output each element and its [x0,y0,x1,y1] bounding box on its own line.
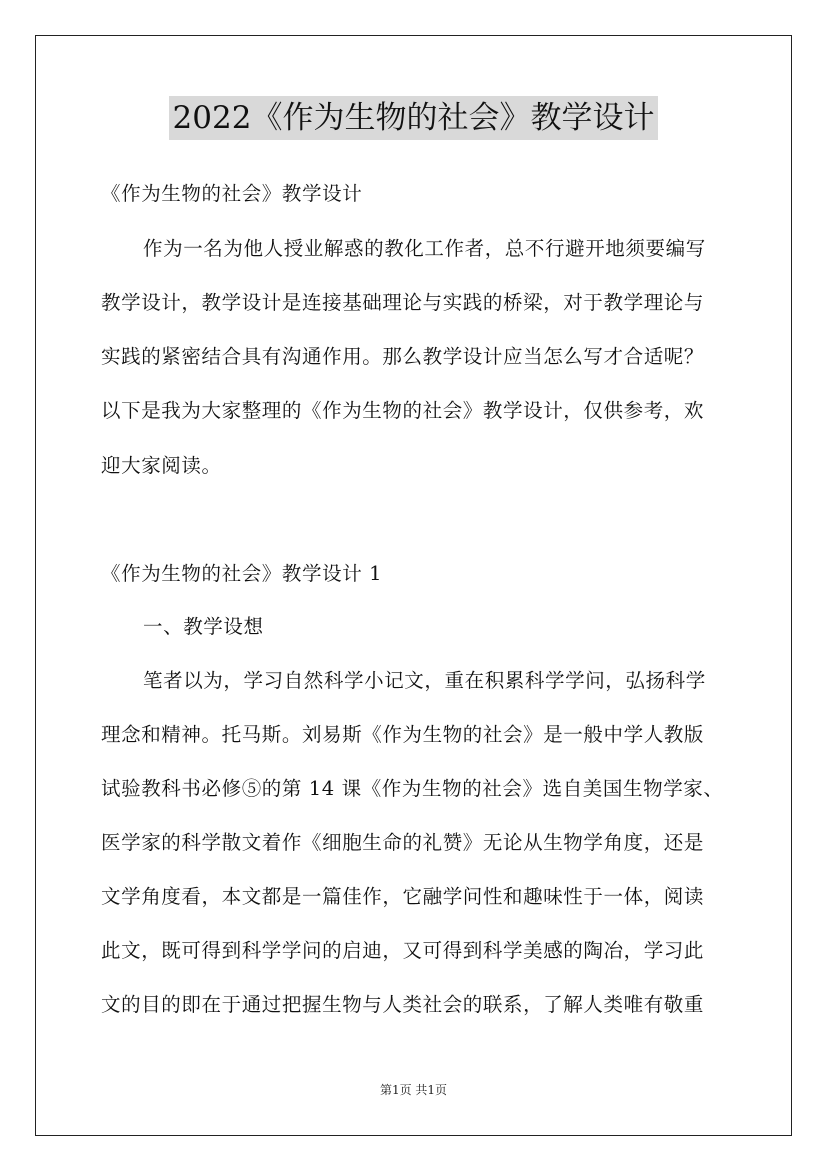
intro-paragraph-line: 作为一名为他人授业解惑的教化工作者，总不行避开地须要编写 [143,237,706,260]
section-heading: 《作为生物的社会》教学设计 1 [101,562,383,585]
document-title: 2022《作为生物的社会》教学设计 [169,96,659,140]
page-footer: 第1页 共1页 [379,1083,448,1097]
intro-paragraph-line: 教学设计，教学设计是连接基础理论与实践的桥梁，对于教学理论与 [101,291,705,314]
subheading: 一、教学设想 [143,615,264,638]
body-paragraph-line: 文学角度看，本文都是一篇佳作，它融学问性和趣味性于一体，阅读 [101,885,705,908]
body-paragraph-line: 笔者以为，学习自然科学小记文，重在积累科学学问，弘扬科学 [143,669,706,692]
body-paragraph-line: 此文，既可得到科学学问的启迪，又可得到科学美感的陶冶，学习此 [101,939,705,962]
body-paragraph-line: 文的目的即在于通过把握生物与人类社会的联系，了解人类唯有敬重 [101,993,705,1016]
body-paragraph-line: 医学家的科学散文着作《细胞生命的礼赞》无论从生物学角度，还是 [101,831,705,854]
body-paragraph-line: 理念和精神。托马斯。刘易斯《作为生物的社会》是一般中学人教版 [101,723,705,746]
intro-paragraph-line: 实践的紧密结合具有沟通作用。那么教学设计应当怎么写才合适呢？ [101,345,705,368]
document-heading: 《作为生物的社会》教学设计 [101,182,363,205]
intro-paragraph-line: 以下是我为大家整理的《作为生物的社会》教学设计，仅供参考，欢 [101,399,705,422]
intro-paragraph-line: 迎大家阅读。 [101,454,222,477]
document-title-container [0,96,827,140]
body-paragraph-line: 试验教科书必修⑤的第 14 课《作为生物的社会》选自美国生物学家、 [101,777,724,800]
